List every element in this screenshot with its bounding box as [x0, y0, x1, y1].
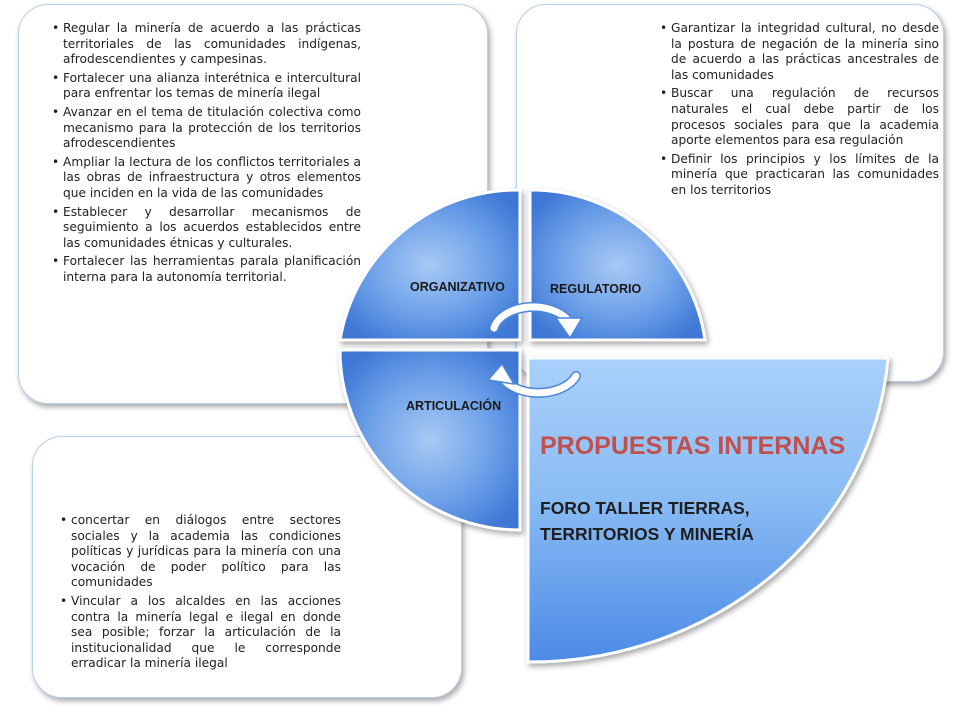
regulatorio-item: • Garantizar la integridad cultural, no desde la postura de negación de la minería sino de acuerdo a las prácticas ancestrales de las comunidades [671, 21, 939, 83]
organizativo-item: • Avanzar en el tema de titulación colectiva como mecanismo para la protección de los territorios afrodescendientes [63, 105, 361, 152]
organizativo-label: ORGANIZATIVO [410, 280, 505, 294]
organizativo-item: • Regular la minería de acuerdo a las prácticas territoriales de las comunidades indígenas, afrodescendientes y campesinas. [63, 21, 361, 68]
articulacion-label: ARTICULACIÓN [406, 399, 502, 413]
main-title: PROPUESTAS INTERNAS [540, 432, 846, 460]
articulacion-item: • Vincular a los alcaldes en las acciones contra la minería legal e ilegal en donde sea posible; forzar la articulación de la institucionalidad que le corresponde erradicar la minería ilegal [71, 594, 341, 672]
organizativo-item: • Fortalecer una alianza interétnica e intercultural para enfrentar los temas de minería ilegal [63, 71, 361, 102]
regulatorio-item: • Buscar una regulación de recursos naturales el cual debe partir de los procesos sociales para que la academia aporte elementos para esa regulación [671, 86, 939, 148]
regulatorio-label: REGULATORIO [550, 282, 642, 296]
regulatorio-item: • Definir los principios y los límites de la minería que practicaran las comunidades en los territorios [671, 152, 939, 199]
organizativo-quadrant [340, 190, 520, 340]
subtitle-line2: TERRITORIOS Y MINERÍA [540, 524, 754, 544]
organizativo-item: • Ampliar la lectura de los conflictos territoriales a las obras de infraestructura y otros elementos que inciden en la vida de las comunidades [63, 155, 361, 202]
articulacion-item: • concertar en diálogos entre sectores sociales y la academia las condiciones políticas y jurídicas para la minería con una vocación de poder político para las comunidades [71, 513, 341, 591]
organizativo-item: • Establecer y desarrollar mecanismos de seguimiento a los acuerdos establecidos entre las comunidades étnicas y culturales. [63, 205, 361, 252]
organizativo-item: • Fortalecer las herramientas parala planificación interna para la autonomía territorial. [63, 254, 361, 285]
subtitle-line1: FORO TALLER TIERRAS, [540, 498, 750, 518]
